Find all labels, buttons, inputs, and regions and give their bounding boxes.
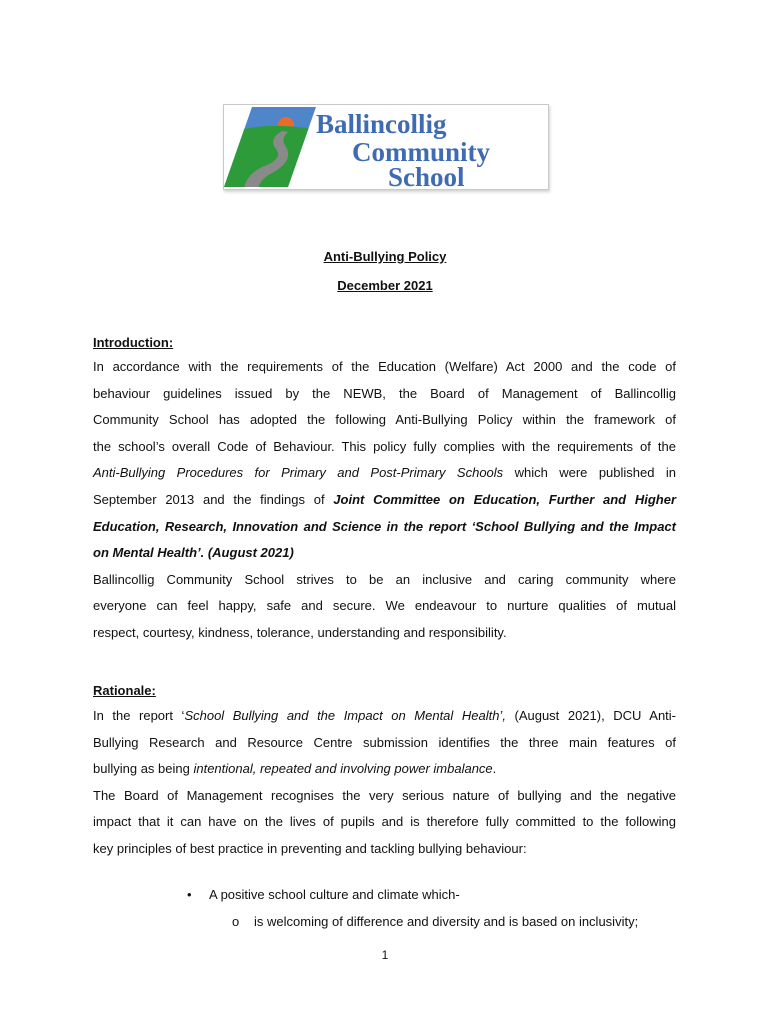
text-line	[93, 460, 676, 487]
text-line: impact that it can have on the lives of pupils and is therefore fully committed to the following	[93, 814, 676, 830]
sub-list-item	[232, 914, 639, 929]
text-line: behaviour guidelines issued by the NEWB, the Board of Management of Ballincollig	[93, 385, 676, 401]
text-line	[93, 703, 676, 730]
text-line: Community School has adopted the following Anti-Bullying Policy within the framework of	[93, 412, 676, 428]
list-item	[187, 887, 460, 902]
text-line: the school’s overall Code of Behaviour. This policy fully complies with the requirements of the	[93, 438, 676, 454]
sub-bullet-icon: o	[232, 914, 240, 929]
bullying-features: intentional, repeated and involving power imbalance	[193, 761, 493, 777]
list-item-text: A positive school culture and climate which-	[209, 887, 460, 902]
procedures-title: Anti-Bullying Procedures for Primary and Post-Primary Schools	[93, 465, 504, 481]
introduction-heading: Introduction:	[93, 335, 174, 350]
bullet-icon: •	[187, 887, 192, 902]
text-span: In the report ‘	[93, 708, 185, 723]
rationale-paragraph	[93, 703, 676, 863]
page-number: 1	[381, 948, 389, 962]
text-line: everyone can feel happy, safe and secure. We endeavour to nurture qualities of mutual	[93, 598, 676, 614]
text-line: In accordance with the requirements of the Education (Welfare) Act 2000 and the code of	[93, 359, 676, 374]
text-line	[93, 487, 676, 514]
school-logo	[223, 104, 549, 190]
text-line	[93, 756, 676, 783]
committee-report: Education, Research, Innovation and Science in the report ‘School Bullying and the Impact	[93, 518, 676, 534]
introduction-paragraph	[93, 354, 676, 647]
logo-line-2: Community	[352, 137, 491, 167]
logo-line-1: Ballincollig	[316, 109, 447, 139]
text-span: September 2013 and the findings of	[93, 491, 334, 507]
school-logo-graphic	[224, 105, 548, 189]
text-span: which were published in	[503, 465, 676, 481]
document-title: Anti-Bullying Policy	[323, 249, 447, 264]
text-line	[93, 514, 676, 541]
rationale-heading: Rationale:	[93, 683, 156, 698]
report-date: on Mental Health’. (August 2021)	[93, 545, 294, 561]
text-line	[93, 540, 676, 567]
text-line: Bullying Research and Resource Centre submission identifies the three main features of	[93, 734, 676, 750]
text-line: respect, courtesy, kindness, tolerance, understanding and responsibility.	[93, 624, 507, 640]
text-line: key principles of best practice in preventing and tackling bullying behaviour:	[93, 840, 527, 856]
list-item-text: is welcoming of difference and diversity and is based on inclusivity;	[254, 914, 639, 929]
report-title: School Bullying and the Impact on Mental Health’,	[184, 708, 506, 723]
text-line: Ballincollig Community School strives to be an inclusive and caring community where	[93, 571, 676, 587]
text-span: (August 2021), DCU Anti-	[505, 708, 676, 723]
text-line: The Board of Management recognises the very serious nature of bullying and the negative	[93, 787, 676, 803]
text-span: bullying as being	[93, 761, 194, 777]
document-date: December 2021	[337, 278, 433, 293]
text-span: .	[492, 761, 497, 777]
logo-line-3: School	[388, 162, 465, 189]
logo-hill	[224, 126, 324, 189]
committee-name: Joint Committee on Education, Further and Higher	[333, 491, 677, 507]
